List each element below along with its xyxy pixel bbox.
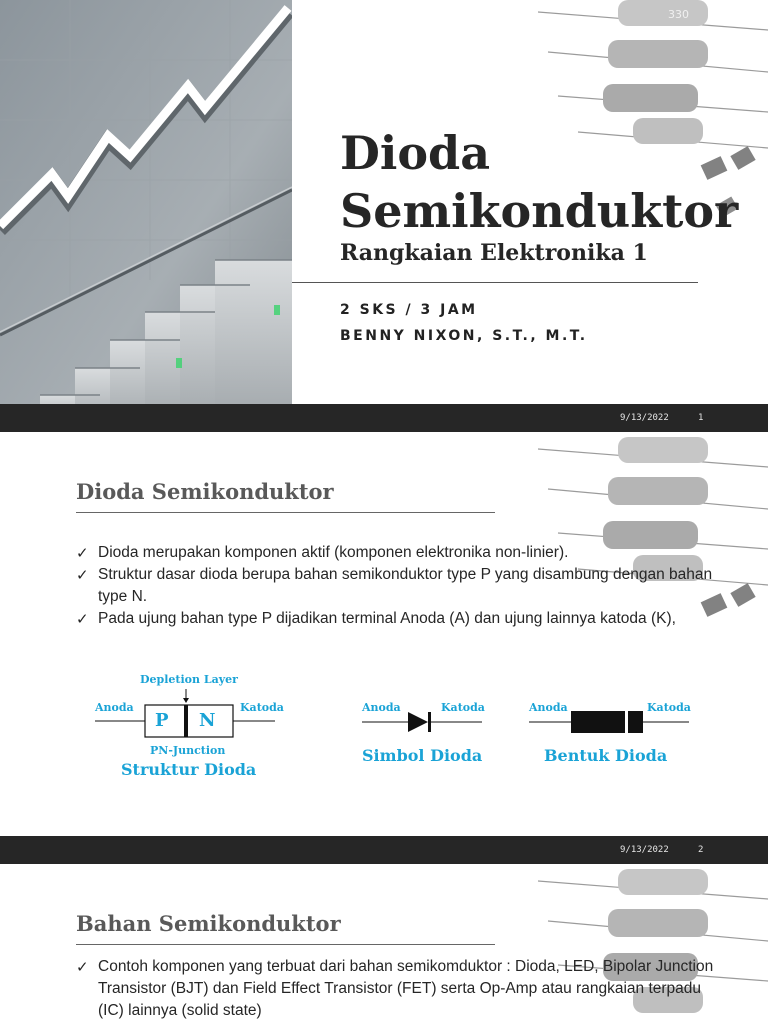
bullet-text: Contoh komponen yang terbuat dari bahan semikomduktor : Dioda, LED, Bipolar Junction Transistor (BJT) dan Field Effect Transistor (FET) serta Op-Amp atau rangkaian terpadu (IC) lainnya (solid state) [98,958,714,1019]
katoda-label: Katoda [240,701,284,714]
check-icon: ✓ [76,566,89,584]
katoda-label: Katoda [441,701,485,714]
heading-divider [76,512,495,513]
title-line-2: Semikonduktor [340,184,739,238]
slide-title [0,0,768,432]
check-icon: ✓ [76,610,89,628]
list-item [76,956,726,1022]
pn-junction-label: PN-Junction [150,744,226,757]
list-item [76,608,726,630]
section-heading: Dioda Semikonduktor [76,479,334,504]
slide-dioda [0,437,768,864]
anoda-label: Anoda [362,701,401,714]
pn-junction-icon [95,687,275,747]
bentuk-dioda-caption: Bentuk Dioda [544,746,668,765]
subtitle: Rangkaian Elektronika 1 [340,240,648,266]
footer-page-number: 2 [698,845,704,855]
bullet-text: Dioda merupakan komponen aktif (komponen elektronika non-linier). [98,544,569,561]
bullet-text: Struktur dasar dioda berupa bahan semikonduktor type P yang disambung dengan bahan type N. [98,566,713,605]
section-heading: Bahan Semikonduktor [76,911,341,936]
struktur-dioda-caption: Struktur Dioda [121,760,257,779]
footer-bar [0,836,768,864]
check-icon: ✓ [76,544,89,562]
anoda-label: Anoda [95,701,134,714]
diode-symbol-icon [362,709,482,733]
p-region-label: P [155,710,169,731]
stairs-photo [0,0,292,432]
list-item [76,564,726,608]
diode-shape-icon [529,709,689,735]
bullet-list [76,956,726,1022]
footer-bar [0,404,768,432]
footer-date: 9/13/2022 [620,845,669,855]
heading-divider [76,944,495,945]
katoda-label: Katoda [647,701,691,714]
footer-page-number: 1 [698,413,704,423]
depletion-layer-label: Depletion Layer [140,673,238,686]
bullet-list [76,542,726,630]
title-line-1: Dioda [340,126,491,180]
resistor-code-text: 330 [668,8,689,21]
slide-bahan [0,869,768,1024]
anoda-label: Anoda [529,701,568,714]
n-region-label: N [199,710,216,731]
title-divider [292,282,698,283]
meta-author: BENNY NIXON, S.T., M.T. [340,328,588,344]
meta-credits: 2 SKS / 3 JAM [340,302,478,318]
bullet-text: Pada ujung bahan type P dijadikan terminal Anoda (A) dan ujung lainnya katoda (K), [98,610,676,627]
simbol-dioda-caption: Simbol Dioda [362,746,483,765]
check-icon: ✓ [76,958,89,976]
footer-date: 9/13/2022 [620,413,669,423]
list-item [76,542,726,564]
